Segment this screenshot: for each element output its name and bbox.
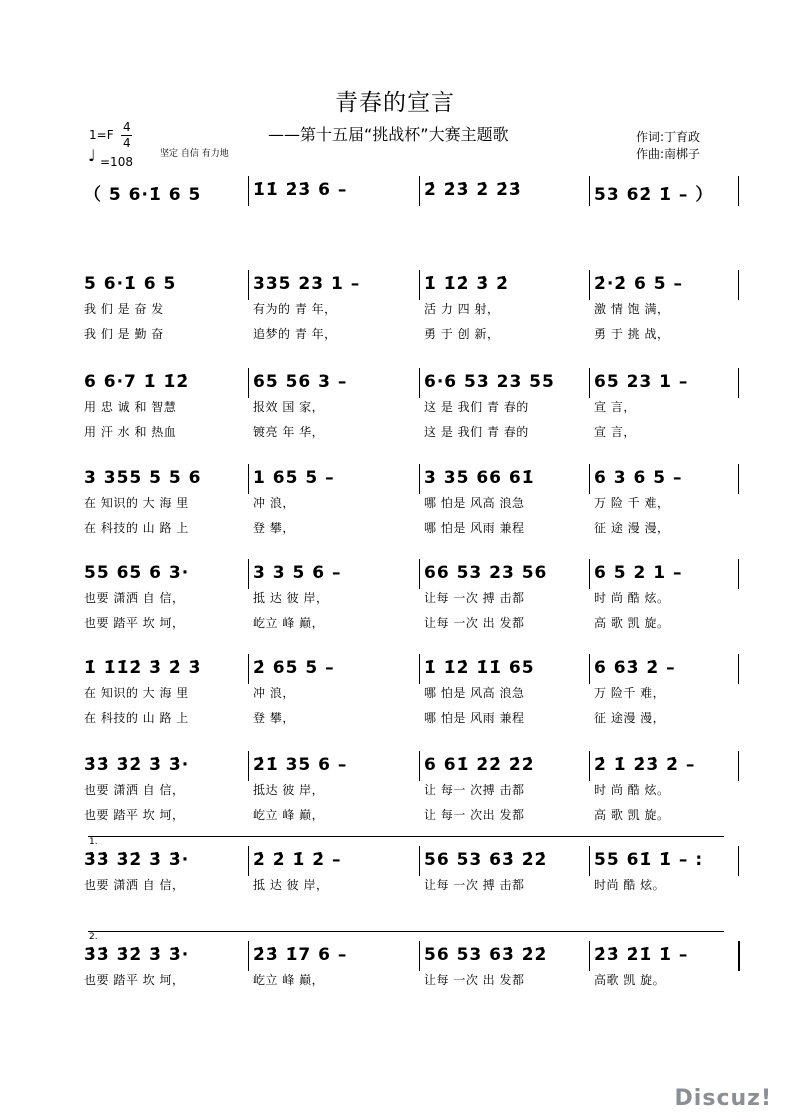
measure-notes: 53 62̇ 1̇ – ） (594, 185, 714, 205)
measure-notes: 1̇ 1̇2̇ 1̇1̇ 65 (424, 658, 535, 678)
measure-notes: 6 6·7 1̇ 1̇2̇ (84, 372, 190, 392)
song-subtitle: ——第十五届“挑战杯”大赛主题歌 (268, 125, 509, 144)
measure-notes: 6 63̇ 2̇ – (594, 658, 676, 678)
lyric-verse-2: 镀亮 年 华， (253, 425, 325, 439)
barline (738, 270, 739, 300)
barline (738, 464, 739, 494)
barline (589, 559, 590, 589)
lyric-verse-1: 活 力 四 射， (424, 302, 500, 316)
lyric-verse-1: 让 每一 次搏 击都 (424, 783, 525, 797)
lyric-verse-1: 冲 浪， (253, 686, 295, 700)
lyric-verse-1: 我 们 是 奋 发 (84, 302, 164, 316)
lyric-verse-2: 勇 于 创 新， (424, 327, 500, 341)
lyric-verse-1: 万 险千 难， (594, 686, 666, 700)
volta-number: 2. (89, 932, 98, 942)
measure-notes: 2̇ 1̇ 2̇3̇ 2̇ – (594, 755, 696, 775)
lyric-verse-2: 屹立 峰 巅， (253, 808, 325, 822)
barline (589, 846, 590, 876)
measure-notes: 3̇3̇ 3̇2̇ 3̇ 3̇· (84, 755, 190, 775)
lyric-verse-1: 抵达 彼 岸， (253, 783, 325, 797)
lyric-verse-1: 也要 潇洒 自 信， (84, 591, 185, 605)
barline (738, 846, 739, 876)
tempo-value: =108 (100, 155, 133, 169)
lyric-verse-2: 用 汗 水 和 热血 (84, 425, 177, 439)
lyric-verse-2: 宣 言， (594, 425, 636, 439)
lyric-verse-1: 高歌 凯 旋。 (594, 973, 666, 987)
lyric-verse-1: 让每 一次 搏 击都 (424, 591, 525, 605)
time-signature-top: 4 (123, 120, 131, 134)
barline (419, 941, 420, 971)
volta-number: 1. (89, 837, 98, 847)
volta-bracket (88, 931, 724, 932)
measure-notes: 65 56 3 – (253, 372, 348, 392)
quarter-note-icon: ♩ (88, 146, 96, 165)
barline (248, 270, 249, 300)
lyric-verse-1: 时 尚 酷 炫。 (594, 783, 670, 797)
barline (589, 464, 590, 494)
measure-notes: 6 3 6 5 – (594, 468, 683, 488)
measure-notes: 3 355 5 5 6 (84, 468, 202, 488)
measure-notes: 2̇3̇ 1̇7 6 – (253, 945, 348, 965)
lyric-verse-1: 也要 潇洒 自 信， (84, 878, 185, 892)
lyric-verse-1: 抵 达 彼 岸， (253, 878, 329, 892)
measure-notes: 2̇ 2̇ 1̇ 2̇ – (253, 850, 342, 870)
barline (248, 846, 249, 876)
barline (419, 846, 420, 876)
barline (248, 941, 249, 971)
lyric-verse-1: 在 知识的 大 海 里 (84, 686, 189, 700)
lyric-verse-1: 哪 怕是 风高 浪急 (424, 496, 525, 510)
lyric-verse-2: 屹立 峰 巅， (253, 616, 325, 630)
measure-notes: 1̇1̇ 2̇3̇ 6 – (253, 180, 348, 200)
measure-notes: 65 23 1 – (594, 372, 689, 392)
measure-notes: 2̇ 65 5 – (253, 658, 335, 678)
barline (738, 654, 739, 684)
lyric-verse-2: 征 途 漫 漫， (594, 521, 670, 535)
lyric-verse-1: 时尚 酷 炫。 (594, 878, 666, 892)
lyric-verse-1: 报效 国 家， (253, 400, 325, 414)
lyric-verse-1: 也要 潇洒 自 信， (84, 783, 185, 797)
lyric-verse-1: 有为的 青 年， (253, 302, 337, 316)
barline (248, 464, 249, 494)
barline (738, 559, 739, 589)
barline (419, 464, 420, 494)
lyric-verse-1: 万 险 千 难， (594, 496, 670, 510)
measure-notes: （ 5 6·1̇ 6 5 (84, 185, 202, 205)
measure-notes: 6·6 53 23 55 (424, 372, 555, 392)
barline (248, 559, 249, 589)
lyric-verse-2: 高 歌 凯 旋。 (594, 616, 670, 630)
lyric-verse-1: 时 尚 酷 炫。 (594, 591, 670, 605)
lyric-verse-1: 用 忠 诚 和 智慧 (84, 400, 177, 414)
composer-credit: 作曲:南梆子 (636, 147, 701, 161)
barline (248, 751, 249, 781)
lyric-verse-2: 让每 一次 出 发都 (424, 616, 525, 630)
lyric-verse-2: 高 歌 凯 旋。 (594, 808, 670, 822)
lyric-verse-1: 冲 浪， (253, 496, 295, 510)
lyric-verse-2: 在 科技的 山 路 上 (84, 711, 189, 725)
measure-notes: 2̇1̇ 35 6 – (253, 755, 348, 775)
barline (589, 751, 590, 781)
measure-notes: 2̇·2̇ 6 5 – (594, 274, 684, 294)
lyric-verse-1: 宣 言， (594, 400, 636, 414)
barline (419, 751, 420, 781)
barline (419, 176, 420, 206)
measure-notes: 1 65 5 – (253, 468, 335, 488)
barline (738, 751, 739, 781)
barline (419, 270, 420, 300)
measure-notes: 2̇ 2̇3̇ 2̇ 2̇3̇ (424, 180, 522, 200)
lyric-verse-2: 哪 怕是 风雨 兼程 (424, 711, 525, 725)
barline (589, 654, 590, 684)
song-title: 青春的宣言 (335, 90, 455, 116)
lyric-verse-1: 让每 一次 出 发都 (424, 973, 525, 987)
barline (419, 559, 420, 589)
barline (248, 654, 249, 684)
final-barline (738, 941, 740, 971)
lyric-verse-2: 也要 踏平 坎 坷， (84, 808, 185, 822)
barline (248, 368, 249, 398)
lyric-verse-2: 这 是 我们 青 春的 (424, 425, 529, 439)
measure-notes: 1̇ 1̇1̇2̇ 3̇ 2̇ 3̇ (84, 658, 202, 678)
watermark-logo: Discuz! (674, 1086, 772, 1111)
lyric-verse-1: 这 是 我们 青 春的 (424, 400, 529, 414)
lyric-verse-1: 在 知识的 大 海 里 (84, 496, 189, 510)
barline (738, 176, 739, 206)
measure-notes: 3 3 5 6 – (253, 563, 342, 583)
barline (738, 368, 739, 398)
measure-notes: 3̇3̇ 3̇2̇ 3̇ 3̇· (84, 850, 190, 870)
lyricist-credit: 作词:丁育政 (636, 130, 701, 144)
measure-notes: 56 53 63̇ 2̇2̇ (424, 850, 548, 870)
barline (419, 654, 420, 684)
lyric-verse-2: 追梦的 青 年， (253, 327, 337, 341)
lyric-verse-2: 我 们 是 勤 奋 (84, 327, 164, 341)
measure-notes: 3̇3̇ 3̇2̇ 3̇ 3̇· (84, 945, 190, 965)
volta-bracket (88, 836, 724, 837)
lyric-verse-2: 在 科技的 山 路 上 (84, 521, 189, 535)
lyric-verse-1: 激 情 饱 满， (594, 302, 670, 316)
barline (419, 368, 420, 398)
lyric-verse-1: 也要 踏平 坎 坷， (84, 973, 185, 987)
measure-notes: 2̇3̇ 2̇1̇ 1̇ – (594, 945, 689, 965)
measure-notes: 56 53 63̇ 2̇2̇ (424, 945, 548, 965)
measure-notes: 5 6·1̇ 6 5 (84, 274, 177, 294)
measure-notes: 335 23 1 – (253, 274, 361, 294)
barline (589, 941, 590, 971)
measure-notes: 3 35 66 61̇ (424, 468, 535, 488)
barline (589, 368, 590, 398)
measure-notes: 55 61̇ 1̇ – : (594, 850, 704, 870)
barline (589, 270, 590, 300)
key-signature: 1=F (89, 128, 114, 142)
measure-notes: 66 53 23 56 (424, 563, 548, 583)
lyric-verse-2: 征 途漫 漫， (594, 711, 666, 725)
lyric-verse-2: 让 每一 次出 发都 (424, 808, 525, 822)
measure-notes: 6 5 2 1 – (594, 563, 683, 583)
measure-notes: 1̇ 1̇2̇ 3̇ 2̇ (424, 274, 509, 294)
expression-marking: 坚定 自信 有力地 (160, 149, 229, 159)
lyric-verse-1: 让每 一次 搏 击都 (424, 878, 525, 892)
lyric-verse-2: 登 攀， (253, 521, 295, 535)
time-signature-bottom: 4 (123, 136, 131, 150)
lyric-verse-2: 勇 于 挑 战， (594, 327, 670, 341)
measure-notes: 6 61̇ 2̇2̇ 2̇2̇ (424, 755, 535, 775)
lyric-verse-2: 哪 怕是 风雨 兼程 (424, 521, 525, 535)
lyric-verse-2: 也要 踏平 坎 坷， (84, 616, 185, 630)
measure-notes: 55 65 6 3· (84, 563, 190, 583)
lyric-verse-1: 哪 怕是 风高 浪急 (424, 686, 525, 700)
barline (248, 176, 249, 206)
lyric-verse-1: 抵 达 彼 岸， (253, 591, 329, 605)
lyric-verse-2: 登 攀， (253, 711, 295, 725)
barline (589, 176, 590, 206)
lyric-verse-1: 屹立 峰 巅， (253, 973, 325, 987)
